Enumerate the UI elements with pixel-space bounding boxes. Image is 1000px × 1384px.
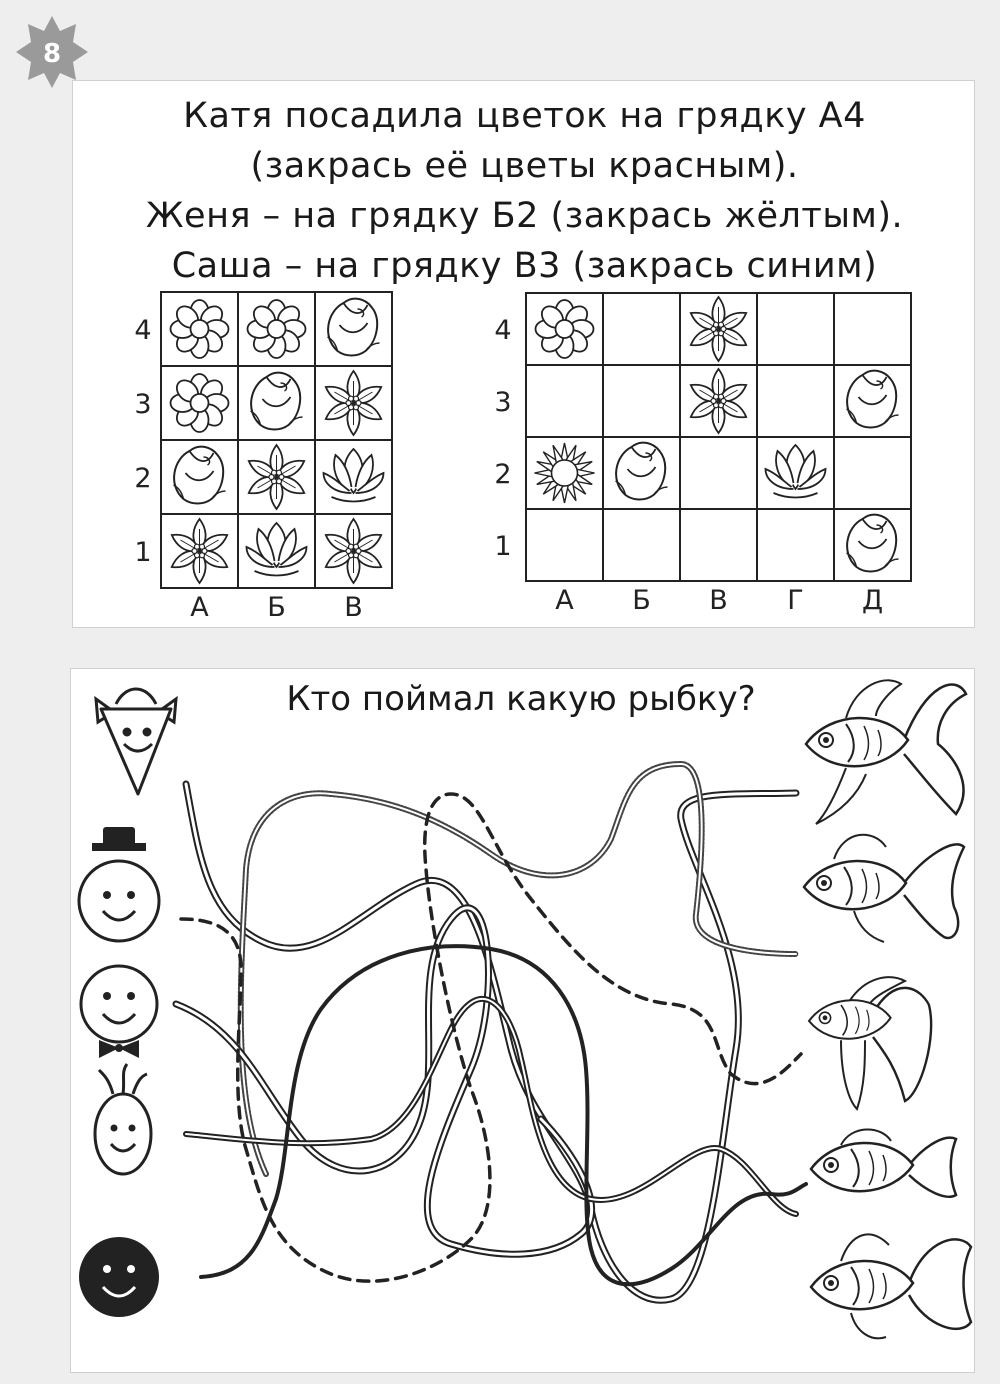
maze-lines [176,764,806,1300]
grid-cell [161,440,238,514]
maze-title: Кто поймал какую рыбку? [286,679,756,719]
left-flower-grid [134,292,392,623]
grid-cell [603,293,680,365]
grid-cell [834,437,911,509]
fish-maze [71,669,976,1374]
grid-cell [680,293,757,365]
sunflower-icon [535,443,595,503]
column-label: А [555,585,574,616]
instruction-line: Женя – на грядку Б2 (закрась жёлтым). [145,196,904,236]
grid-cell [757,509,834,581]
column-label: Д [861,585,884,616]
daisy-icon [171,374,229,432]
round-fish-icon [811,1129,956,1196]
grid-cell [834,509,911,581]
grid-cell [603,509,680,581]
dark-face-icon [79,1237,159,1317]
antenna-face-icon [95,1064,151,1174]
right-flower-grid [494,293,911,616]
fantail-fish-icon [811,1234,971,1338]
maze-path-dotted [241,764,796,1174]
grid-cell [315,514,392,588]
instruction-line: (закрась её цветы красным). [250,146,799,186]
row-label: 2 [494,459,512,490]
grid-cell [315,440,392,514]
column-label: Г [787,585,804,616]
grid-cell [315,366,392,440]
grid-cell [161,366,238,440]
row-label: 4 [134,315,152,346]
grid-cell [238,440,315,514]
grid-cell [757,365,834,437]
grid-cell [238,514,315,588]
grid-cell [238,292,315,366]
grid-cell [680,437,757,509]
row-label: 2 [134,463,152,494]
grid-cell [526,509,603,581]
grid-cell [161,292,238,366]
column-label: В [344,592,363,623]
grid-cell [603,437,680,509]
column-label: В [709,585,728,616]
bowtie-face-icon [81,966,157,1058]
cow-face-icon [96,689,176,794]
hat-face-icon [79,827,159,941]
row-label: 3 [134,389,152,420]
daisy-icon [248,300,306,358]
row-label: 1 [134,537,152,568]
page-number-badge [14,14,90,90]
goldfish-icon [804,835,964,942]
grid-cell [834,293,911,365]
column-label: Б [632,585,651,616]
grid-cell [526,293,603,365]
flower-grids [73,81,976,629]
grid-cell [757,293,834,365]
grid-cell [680,509,757,581]
maze-path-double-1 [186,784,796,1300]
grid-cell [238,366,315,440]
grid-cell [757,437,834,509]
grid-cell [526,437,603,509]
instruction-line: Саша – на грядку В3 (закрась синим) [171,246,878,286]
grid-cell [603,365,680,437]
grid-cell [315,292,392,366]
flower-bed-task-panel [72,80,975,628]
veiltail-fish-icon [806,680,966,824]
row-label: 3 [494,387,512,418]
column-label: А [190,592,209,623]
column-label: Б [267,592,286,623]
grid-cell [680,365,757,437]
row-label: 1 [494,531,512,562]
grid-cell [526,365,603,437]
row-label: 4 [494,315,512,346]
maze-path-solid [201,946,806,1284]
fish-maze-task-panel [70,668,975,1373]
grid-cell [161,514,238,588]
betta-fish-icon [809,977,931,1109]
page-number: 8 [42,39,62,69]
instruction-line: Катя посадила цветок на грядку А4 [183,96,866,136]
daisy-icon [536,300,594,358]
daisy-icon [171,300,229,358]
grid-cell [834,365,911,437]
